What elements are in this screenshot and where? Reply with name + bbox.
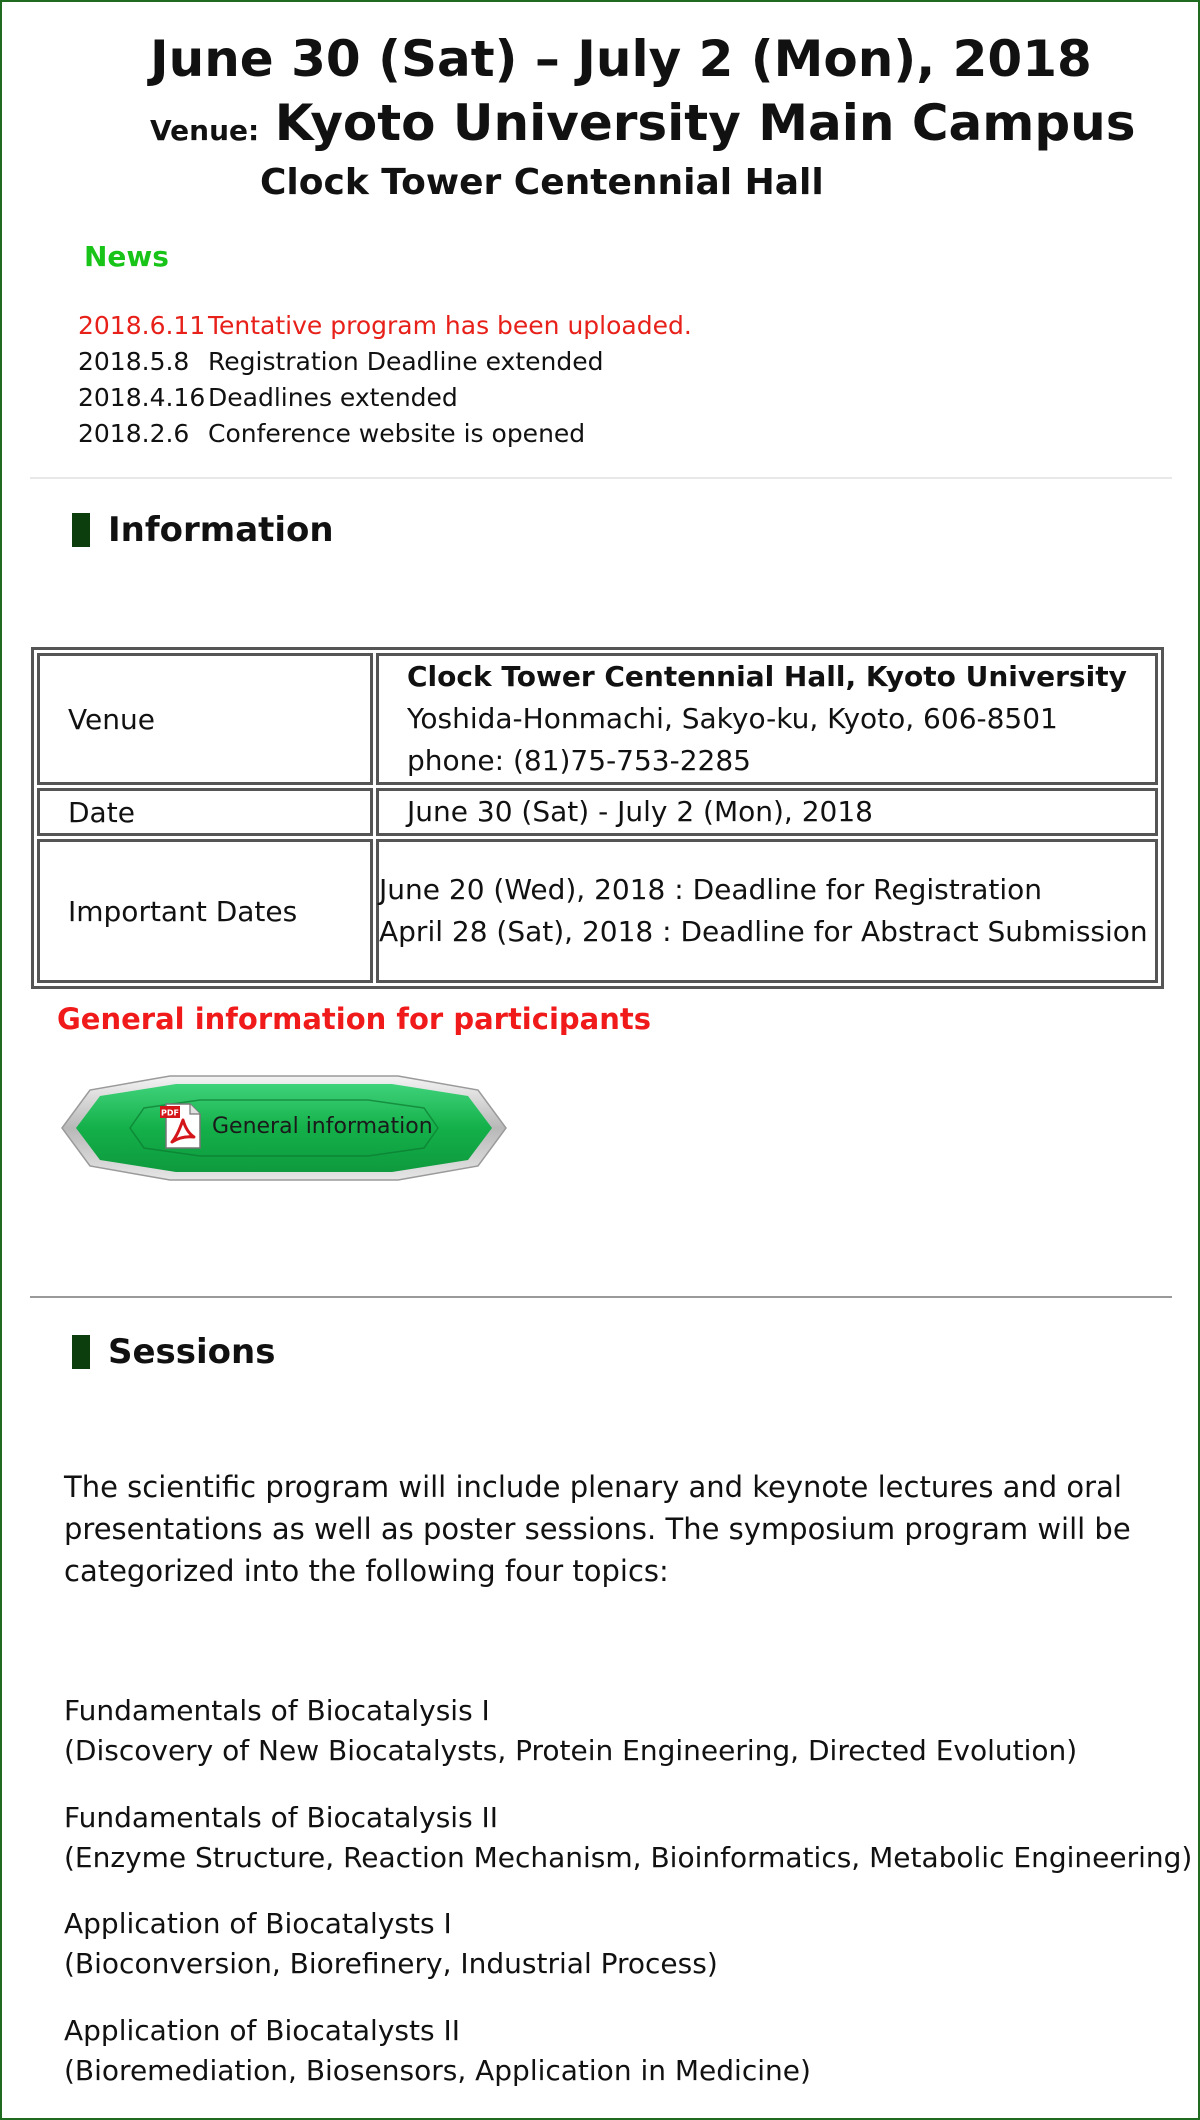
news-text: Conference website is opened: [208, 419, 586, 448]
sessions-heading: [72, 1332, 275, 1372]
session-topic: [64, 1798, 1192, 1878]
news-date: 2018.5.8: [78, 347, 190, 376]
information-heading: [72, 510, 334, 550]
session-topic-desc: (Bioconversion, Biorefinery, Industrial Process): [64, 1947, 718, 1980]
news-date: 2018.4.16: [78, 383, 206, 412]
session-topic: [64, 1691, 1077, 1771]
venue-value: [376, 653, 1158, 785]
general-info-title: General information for participants: [57, 1002, 651, 1036]
news-item: [78, 380, 692, 416]
information-table: [31, 647, 1164, 989]
session-topic-name: Fundamentals of Biocatalysis II: [64, 1801, 499, 1834]
section-bar: [72, 513, 90, 547]
news-item: [78, 344, 692, 380]
session-topic-name: Fundamentals of Biocatalysis I: [64, 1694, 490, 1727]
table-row-venue: [37, 653, 1158, 785]
session-topic-desc: (Bioremediation, Biosensors, Application in Medicine): [64, 2054, 811, 2087]
venue-address: Yoshida-Honmachi, Sakyo-ku, Kyoto, 606-8501: [407, 702, 1058, 735]
news-list: [78, 308, 692, 452]
pdf-icon: [160, 1102, 204, 1150]
news-text: Deadlines extended: [208, 383, 458, 412]
venue-heading-label: Venue:: [150, 114, 260, 147]
news-text: Tentative program has been uploaded.: [208, 311, 692, 340]
news-text: Registration Deadline extended: [208, 347, 604, 376]
session-topic-desc: (Discovery of New Biocatalysts, Protein Engineering, Directed Evolution): [64, 1734, 1078, 1767]
section-bar: [72, 1335, 90, 1369]
venue-label: Venue: [37, 653, 373, 785]
divider: [30, 477, 1172, 479]
session-topic-name: Application of Biocatalysts I: [64, 1907, 452, 1940]
hall-heading: Clock Tower Centennial Hall: [260, 162, 824, 203]
conference-dates-heading: June 30 (Sat) – July 2 (Mon), 2018: [150, 30, 1092, 88]
information-title: Information: [108, 510, 334, 550]
important-dates-value: [376, 839, 1158, 983]
news-date: 2018.2.6: [78, 419, 190, 448]
sessions-intro: The scientific program will include plenary and keynote lectures and oral presentations as well as poster sessions. The symposium program will be categorized into the following four topics:: [64, 1470, 1131, 1588]
news-item: [78, 308, 692, 344]
table-row-important-dates: [37, 839, 1158, 983]
important-date-registration: June 20 (Wed), 2018 : Deadline for Registration: [379, 873, 1042, 906]
venue-heading-name: Kyoto University Main Campus: [274, 94, 1136, 152]
date-value: June 30 (Sat) - July 2 (Mon), 2018: [376, 788, 1158, 836]
venue-heading: [150, 94, 1136, 152]
date-label: Date: [37, 788, 373, 836]
session-topic-desc: (Enzyme Structure, Reaction Mechanism, Bioinformatics, Metabolic Engineering): [64, 1841, 1193, 1874]
important-date-abstract: April 28 (Sat), 2018 : Deadline for Abstract Submission: [379, 915, 1148, 948]
venue-phone: phone: (81)75-753-2285: [407, 744, 751, 777]
news-date: 2018.6.11: [78, 311, 206, 340]
session-topic-name: Application of Biocatalysts II: [64, 2014, 460, 2047]
news-item: [78, 416, 692, 452]
sessions-title: Sessions: [108, 1332, 276, 1372]
session-topic: [64, 1904, 718, 1984]
news-title: News: [84, 240, 169, 273]
table-row-date: [37, 788, 1158, 836]
important-dates-label: Important Dates: [37, 839, 373, 983]
venue-hall-name: Clock Tower Centennial Hall, Kyoto University: [407, 660, 1127, 693]
general-info-button-label[interactable]: General information: [212, 1114, 433, 1139]
session-topic: [64, 2011, 811, 2091]
pdf-badge-text: PDF: [161, 1108, 179, 1118]
divider: [30, 1296, 1172, 1298]
